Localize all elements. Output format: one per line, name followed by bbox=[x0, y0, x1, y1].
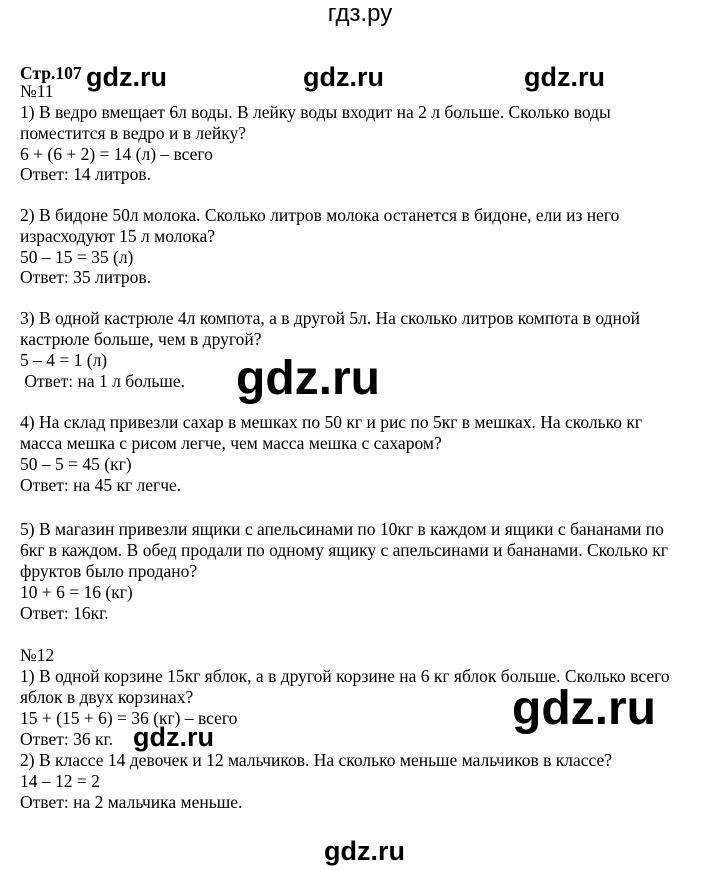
task-11-1-solution: 6 + (6 + 2) = 14 (л) – всего bbox=[20, 144, 213, 164]
task-11-5-question-line-1: 5) В магазин привезли ящики с апельсинами по 10кг в каждом и ящики с бананами по bbox=[20, 519, 664, 539]
task-11-5-answer: Ответ: 16кг. bbox=[20, 603, 109, 623]
task-12-2-solution: 14 – 12 = 2 bbox=[20, 771, 100, 791]
task-11-3-solution: 5 – 4 = 1 (л) bbox=[20, 350, 108, 370]
watermark: gdz.ru bbox=[236, 352, 380, 405]
task-11-4-answer: Ответ: на 45 кг легче. bbox=[20, 475, 182, 495]
task-12-1-answer: Ответ: 36 кг. bbox=[20, 729, 114, 749]
task-11-2-question-line-1: 2) В бидоне 50л молока. Сколько литров молока останется в бидоне, ели из него bbox=[20, 205, 620, 225]
task-11-1-question-line-1: 1) В ведро вмещает 6л воды. В лейку воды входит на 2 л больше. Сколько воды bbox=[20, 102, 611, 122]
task-11-3-question-line-2: кастрюле больше, чем в другой? bbox=[20, 329, 262, 349]
page-number: Стр.107 bbox=[20, 63, 82, 83]
watermark: gdz.ru bbox=[524, 62, 605, 92]
watermark: gdz.ru bbox=[86, 62, 167, 92]
task-11-1-answer: Ответ: 14 литров. bbox=[20, 164, 152, 184]
task-11-2-answer: Ответ: 35 литров. bbox=[20, 267, 152, 287]
task-12-1-solution: 15 + (15 + 6) = 36 (кг) – всего bbox=[20, 708, 238, 728]
task-11-5-question-line-2: 6кг в каждом. В обед продали по одному ящику с апельсинами и бананами. Сколько кг bbox=[20, 540, 668, 560]
task-11-1-question-line-2: поместится в ведро и в лейку? bbox=[20, 123, 247, 143]
task-11-5-question-line-3: фруктов было продано? bbox=[20, 561, 198, 581]
task-12-2-answer: Ответ: на 2 мальчика меньше. bbox=[20, 792, 243, 812]
task-11-4-question-line-1: 4) На склад привезли сахар в мешках по 50 кг и рис по 5кг в мешках. На сколько кг bbox=[20, 412, 643, 432]
task-11-4-solution: 50 – 5 = 45 (кг) bbox=[20, 454, 132, 474]
task-11-3-answer: Ответ: на 1 л больше. bbox=[20, 371, 185, 391]
watermark: gdz.ru bbox=[324, 836, 405, 866]
exercise-11-label: №11 bbox=[20, 81, 54, 101]
watermark: gdz.ru bbox=[303, 62, 384, 92]
task-11-2-question-line-2: израсходуют 15 л молока? bbox=[20, 226, 216, 246]
task-12-2-question: 2) В классе 14 девочек и 12 мальчиков. На сколько меньше мальчиков в классе? bbox=[20, 750, 613, 770]
task-11-2-solution: 50 – 15 = 35 (л) bbox=[20, 247, 134, 267]
exercise-12-label: №12 bbox=[20, 645, 55, 665]
task-11-3-question-line-1: 3) В одной кастрюле 4л компота, а в другой 5л. На сколько литров компота в одной bbox=[20, 308, 641, 328]
task-11-5-solution: 10 + 6 = 16 (кг) bbox=[20, 582, 133, 602]
watermark: gdz.ru bbox=[512, 682, 656, 735]
site-header: гдз.ру bbox=[327, 0, 393, 27]
task-12-1-question-line-1: 1) В одной корзине 15кг яблок, а в другой корзине на 6 кг яблок больше. Сколько всего bbox=[20, 666, 670, 686]
watermark: gdz.ru bbox=[133, 722, 214, 752]
task-11-4-question-line-2: масса мешка с рисом легче, чем масса мешка с сахаром? bbox=[20, 433, 442, 453]
task-12-1-question-line-2: яблок в двух корзинах? bbox=[20, 687, 194, 707]
